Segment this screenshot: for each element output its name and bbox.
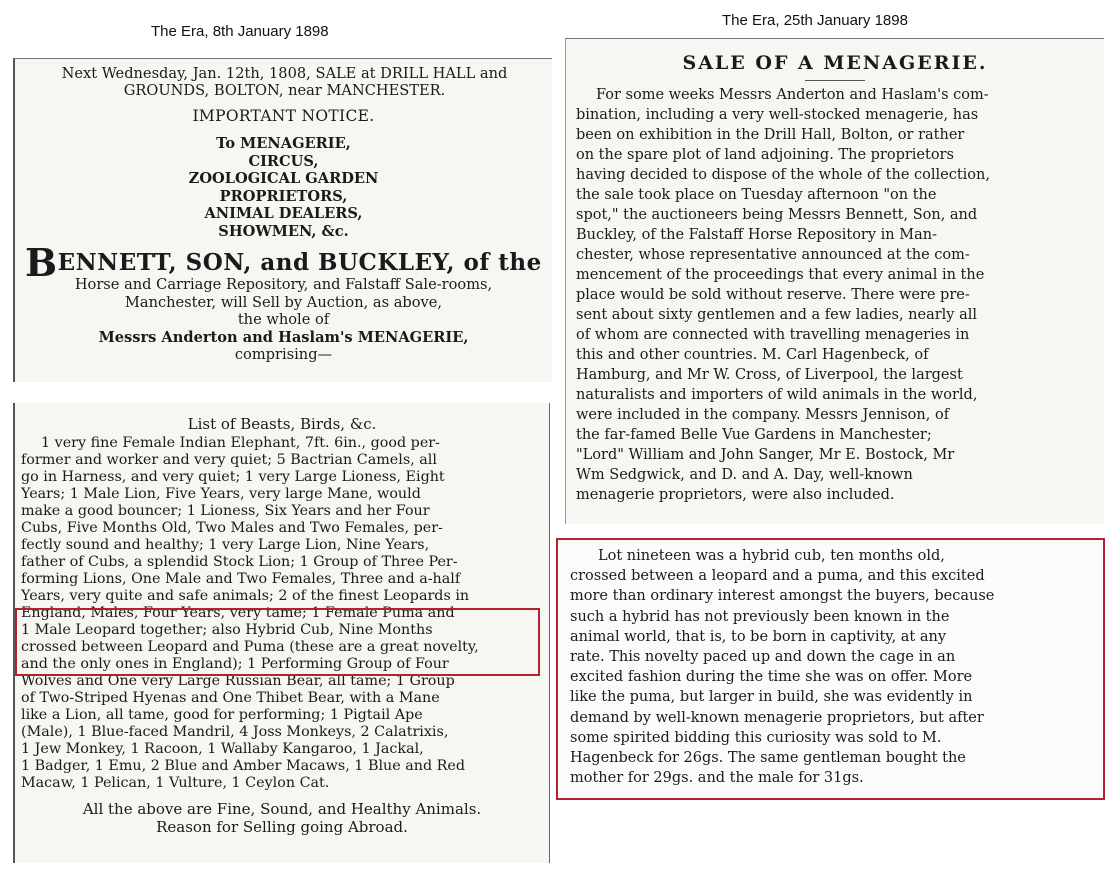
desc-line: Manchester, will Sell by Auction, as above, [124,293,443,311]
lot-line: rate. This novelty paced up and down the cage in an [570,649,956,666]
lot-body [558,540,1103,788]
article-line: Hamburg, and Mr W. Cross, of Liverpool, the largest [576,367,963,383]
article-title: SALE OF A MENAGERIE. [682,52,988,74]
lot-line: such a hybrid has not previously been known in the [570,608,950,625]
desc-line: the whole of [237,311,330,328]
addressee-line: PROPRIETORS, [219,187,348,205]
title-rule [805,80,865,81]
listing-line: 1 Jew Monkey, 1 Racoon, 1 Wallaby Kangaroo, 1 Jackal, [21,741,424,757]
listing-heading: List of Beasts, Birds, &c. [187,415,377,433]
article-line: chester, whose representative announced at the com- [576,247,970,263]
article-line: "Lord" William and John Sanger, Mr E. Bostock, Mr [576,447,955,463]
desc-line: Messrs Anderton and Haslam's MENAGERIE, [98,328,469,346]
lot-line: more than ordinary interest amongst the buyers, because [570,588,995,605]
advert-clipping [13,58,552,382]
listing-line: go in Harness, and very quiet; 1 very Large Lioness, Eight [21,469,445,485]
footer-line: Reason for Selling going Abroad. [156,818,408,836]
addressee-line: CIRCUS, [248,152,319,170]
listing-line: make a good bouncer; 1 Lioness, Six Years and her Four [21,503,430,519]
article-line: For some weeks Messrs Anderton and Haslam's com- [596,87,989,103]
article-line: bination, including a very well-stocked menagerie, has [576,107,979,123]
article-line: the far-famed Belle Vue Gardens in Manchester; [576,427,932,443]
article-line: this and other countries. M. Carl Hagenbeck, of [576,347,929,363]
listing-line: father of Cubs, a splendid Stock Lion; 1 Group of Three Per- [21,554,458,570]
listing-line: Years, very quite and safe animals; 2 of the finest Leopards in [21,588,470,604]
listing-line: 1 Male Leopard together; also Hybrid Cub, Nine Months [21,622,433,638]
listing-highlight [15,608,540,676]
caption-right: The Era, 25th January 1898 [722,12,908,29]
article-line: spot," the auctioneers being Messrs Bennett, Son, and [576,207,978,223]
listing-line: Cubs, Five Months Old, Two Males and Two Females, per- [21,520,443,536]
lot-clipping [556,538,1105,800]
article-line: sent about sixty gentlemen and a few ladies, nearly all [576,307,978,323]
article-line: menagerie proprietors, were also included. [576,487,895,503]
advert-notice: IMPORTANT NOTICE. [192,107,375,125]
listing-line: former and worker and very quiet; 5 Bactrian Camels, all [21,452,437,468]
lot-line: demand by well-known menagerie proprietors, but after [570,709,984,726]
listing-line: (Male), 1 Blue-faced Mandril, 4 Joss Monkeys, 2 Calatrixis, [21,724,449,740]
advert-line1: Next Wednesday, Jan. 12th, 1808, SALE at DRILL HALL and [61,65,508,82]
article-body [566,85,1104,505]
listing-line: 1 Badger, 1 Emu, 2 Blue and Amber Macaws, 1 Blue and Red [21,758,466,774]
listing-line: fectly sound and healthy; 1 very Large Lion, Nine Years, [21,537,430,553]
lot-line: some spirited bidding this curiosity was sold to M. [570,729,942,746]
desc-line: comprising— [234,346,333,363]
lot-line: crossed between a leopard and a puma, and this excited [570,568,985,585]
article-line: on the spare plot of land adjoining. The proprietors [576,147,954,163]
lot-line: Hagenbeck for 26gs. The same gentleman bought the [570,750,966,767]
listing-line: of Two-Striped Hyenas and One Thibet Bear, with a Mane [21,690,440,706]
listing-footer [15,800,549,836]
advert-line2: GROUNDS, BOLTON, near MANCHESTER. [123,82,446,99]
advert-description [15,276,552,364]
addressee-line: SHOWMEN, &c. [218,222,349,240]
listing-line: and the only ones in England); 1 Performing Group of Four [21,656,449,672]
article-line: naturalists and importers of wild animals in the world, [576,387,978,403]
listing-line: England, Males, Four Years, very tame; 1 Female Puma and [21,605,455,621]
article-line: of whom are connected with travelling menageries in [576,327,970,343]
article-line: Buckley, of the Falstaff Horse Repository in Man- [576,227,937,243]
advert-addressees [15,135,552,240]
article-line: mencement of the proceedings that every animal in the [576,267,985,283]
lot-line: animal world, that is, to be born in captivity, at any [570,628,947,645]
listing-line: crossed between Leopard and Puma (these are a great novelty, [21,639,479,655]
article-clipping [565,38,1104,524]
article-line: having decided to dispose of the whole of the collection, [576,167,990,183]
article-line: been on exhibition in the Drill Hall, Bolton, or rather [576,127,965,143]
article-line: were included in the company. Messrs Jennison, of [576,407,950,423]
article-line: the sale took place on Tuesday afternoon "on the [576,187,937,203]
listing-line: like a Lion, all tame, good for performing; 1 Pigtail Ape [21,707,423,723]
caption-left: The Era, 8th January 1898 [151,23,329,40]
listing-line: Years; 1 Male Lion, Five Years, very large Mane, would [21,486,421,502]
listing-line: 1 very fine Female Indian Elephant, 7ft. 6in., good per- [41,435,440,451]
listing-line: Macaw, 1 Pelican, 1 Vulture, 1 Ceylon Cat. [21,775,330,791]
addressee-line: To MENAGERIE, [216,135,351,152]
addressee-line: ZOOLOGICAL GARDEN [188,170,379,187]
desc-line: Horse and Carriage Repository, and Falstaff Sale-rooms, [74,276,493,293]
lot-line: Lot nineteen was a hybrid cub, ten months old, [598,548,945,564]
lot-line: like the puma, but larger in build, she was evidently in [570,689,973,706]
lot-line: mother for 29gs. and the male for 31gs. [570,770,864,787]
firm-rest: ENNETT, SON, and BUCKLEY, of the [57,249,542,276]
footer-line: All the above are Fine, Sound, and Healthy Animals. [82,800,482,818]
listing-line: forming Lions, One Male and Two Females, Three and a-half [21,571,461,587]
firm-initial: B [25,240,58,285]
article-line: Wm Sedgwick, and D. and A. Day, well-known [576,467,913,483]
article-line: place would be sold without reserve. There were pre- [576,287,970,303]
lot-line: excited fashion during the time she was on offer. More [570,669,973,686]
addressee-line: ANIMAL DEALERS, [204,205,363,222]
listing-line: Wolves and One very Large Russian Bear, all tame; 1 Group [21,673,455,689]
